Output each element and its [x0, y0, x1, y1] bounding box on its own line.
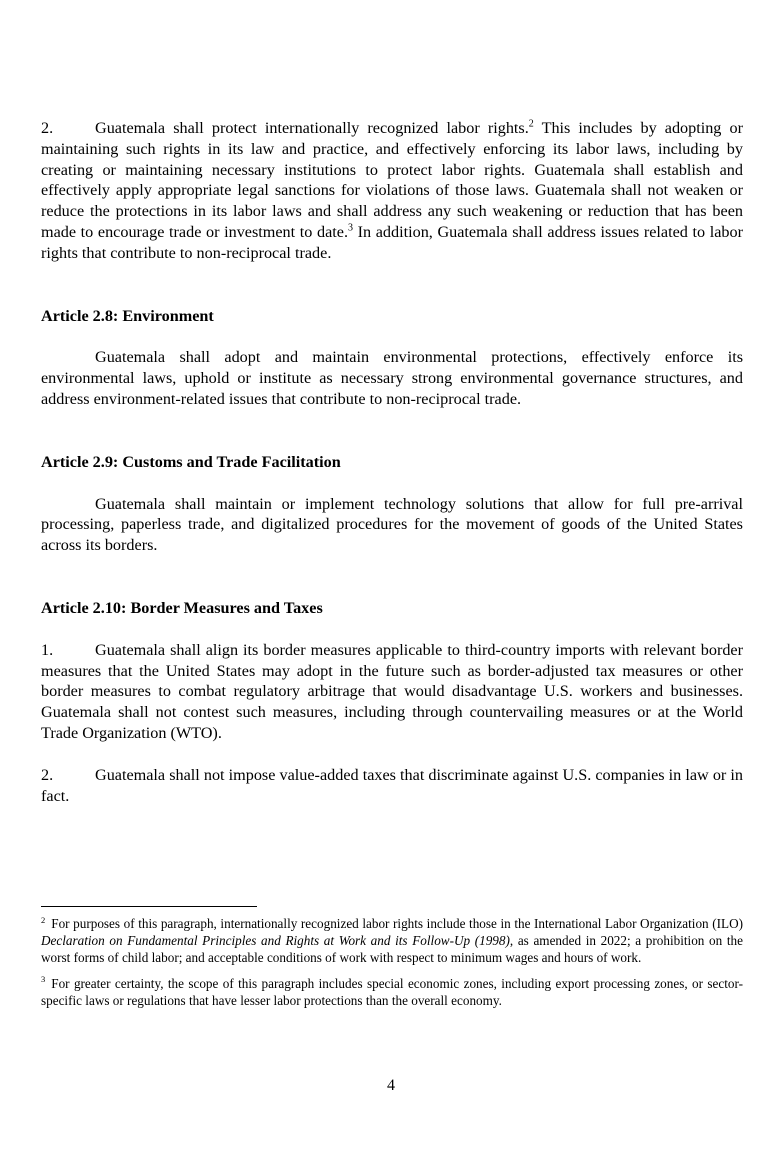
article-2-8-body: Guatemala shall adopt and maintain environmental protections, effectively enforce its environmental laws, uphold or institute as necessary strong environmental governance structures, and address environment-related issues that contribute to non-reciprocal trade.: [41, 348, 743, 408]
article-2-10-paragraph-2: 2. Guatemala shall not impose value-added taxes that discriminate against U.S. companies in law or in fact.: [41, 765, 743, 805]
labor-paragraph-2: 2. Guatemala shall protect internationally recognized labor rights.$^2$ This includes by adopting or maintaining such rights in its law and practice, and effectively enforcing its labor laws, including by creating or maintaining necessary institutions to protect labor rights. Guatemala shall establish and effectively apply appropriate legal sanctions for violations of those laws. Guatemala shall not weaken or reduce the protections in its labor laws and shall address any such weakening or reduction that has been made to encourage trade or investment to date.$^3$ In addition, Guatemala shall address issues related to labor rights that contribute to non-reciprocal trade.: [41, 118, 743, 262]
page-number: 4: [387, 1077, 395, 1094]
footnotes: [41, 915, 743, 1017]
article-2-9-heading: Article 2.9: Customs and Trade Facilitation: [41, 452, 341, 471]
footnote-ref-2[interactable]: 2: [528, 118, 534, 130]
footnote-separator: [41, 906, 257, 907]
article-2-8-heading: Article 2.8: Environment: [41, 306, 214, 325]
document-body: [41, 118, 743, 806]
footnote-2: $^2$ For purposes of this paragraph, internationally recognized labor rights include those in the International Labor Organization (ILO) Declaration on Fundamental Principles and Rights at Work and its Follow-Up (1998), as amended in 2022; a prohibition on the worst forms of child labor; and acceptable conditions of work with respect to minimum wages and hours of work.: [41, 914, 743, 966]
paragraph-number: 2.: [41, 119, 54, 137]
article-2-10-heading: Article 2.10: Border Measures and Taxes: [41, 598, 323, 617]
footnote-3: $^3$ For greater certainty, the scope of this paragraph includes special economic zones, including export processing zones, or sector-specific laws or regulations that have lesser labor protections than the overall economy.: [41, 974, 743, 1008]
article-2-10-paragraph-1: 1. Guatemala shall align its border measures applicable to third-country imports with relevant border measures that the United States may adopt in the future such as border-adjusted tax measures or other border measures to combat regulatory arbitrage that would disadvantage U.S. workers and businesses. Guatemala shall not contest such measures, including through countervailing measures or at the World Trade Organization (WTO).: [41, 640, 743, 742]
article-2-9-body: Guatemala shall maintain or implement technology solutions that allow for full pre-arrival processing, paperless trade, and digitalized procedures for the movement of goods of the United States across its borders.: [41, 494, 743, 555]
footnote-ref-3[interactable]: 3: [348, 222, 353, 234]
